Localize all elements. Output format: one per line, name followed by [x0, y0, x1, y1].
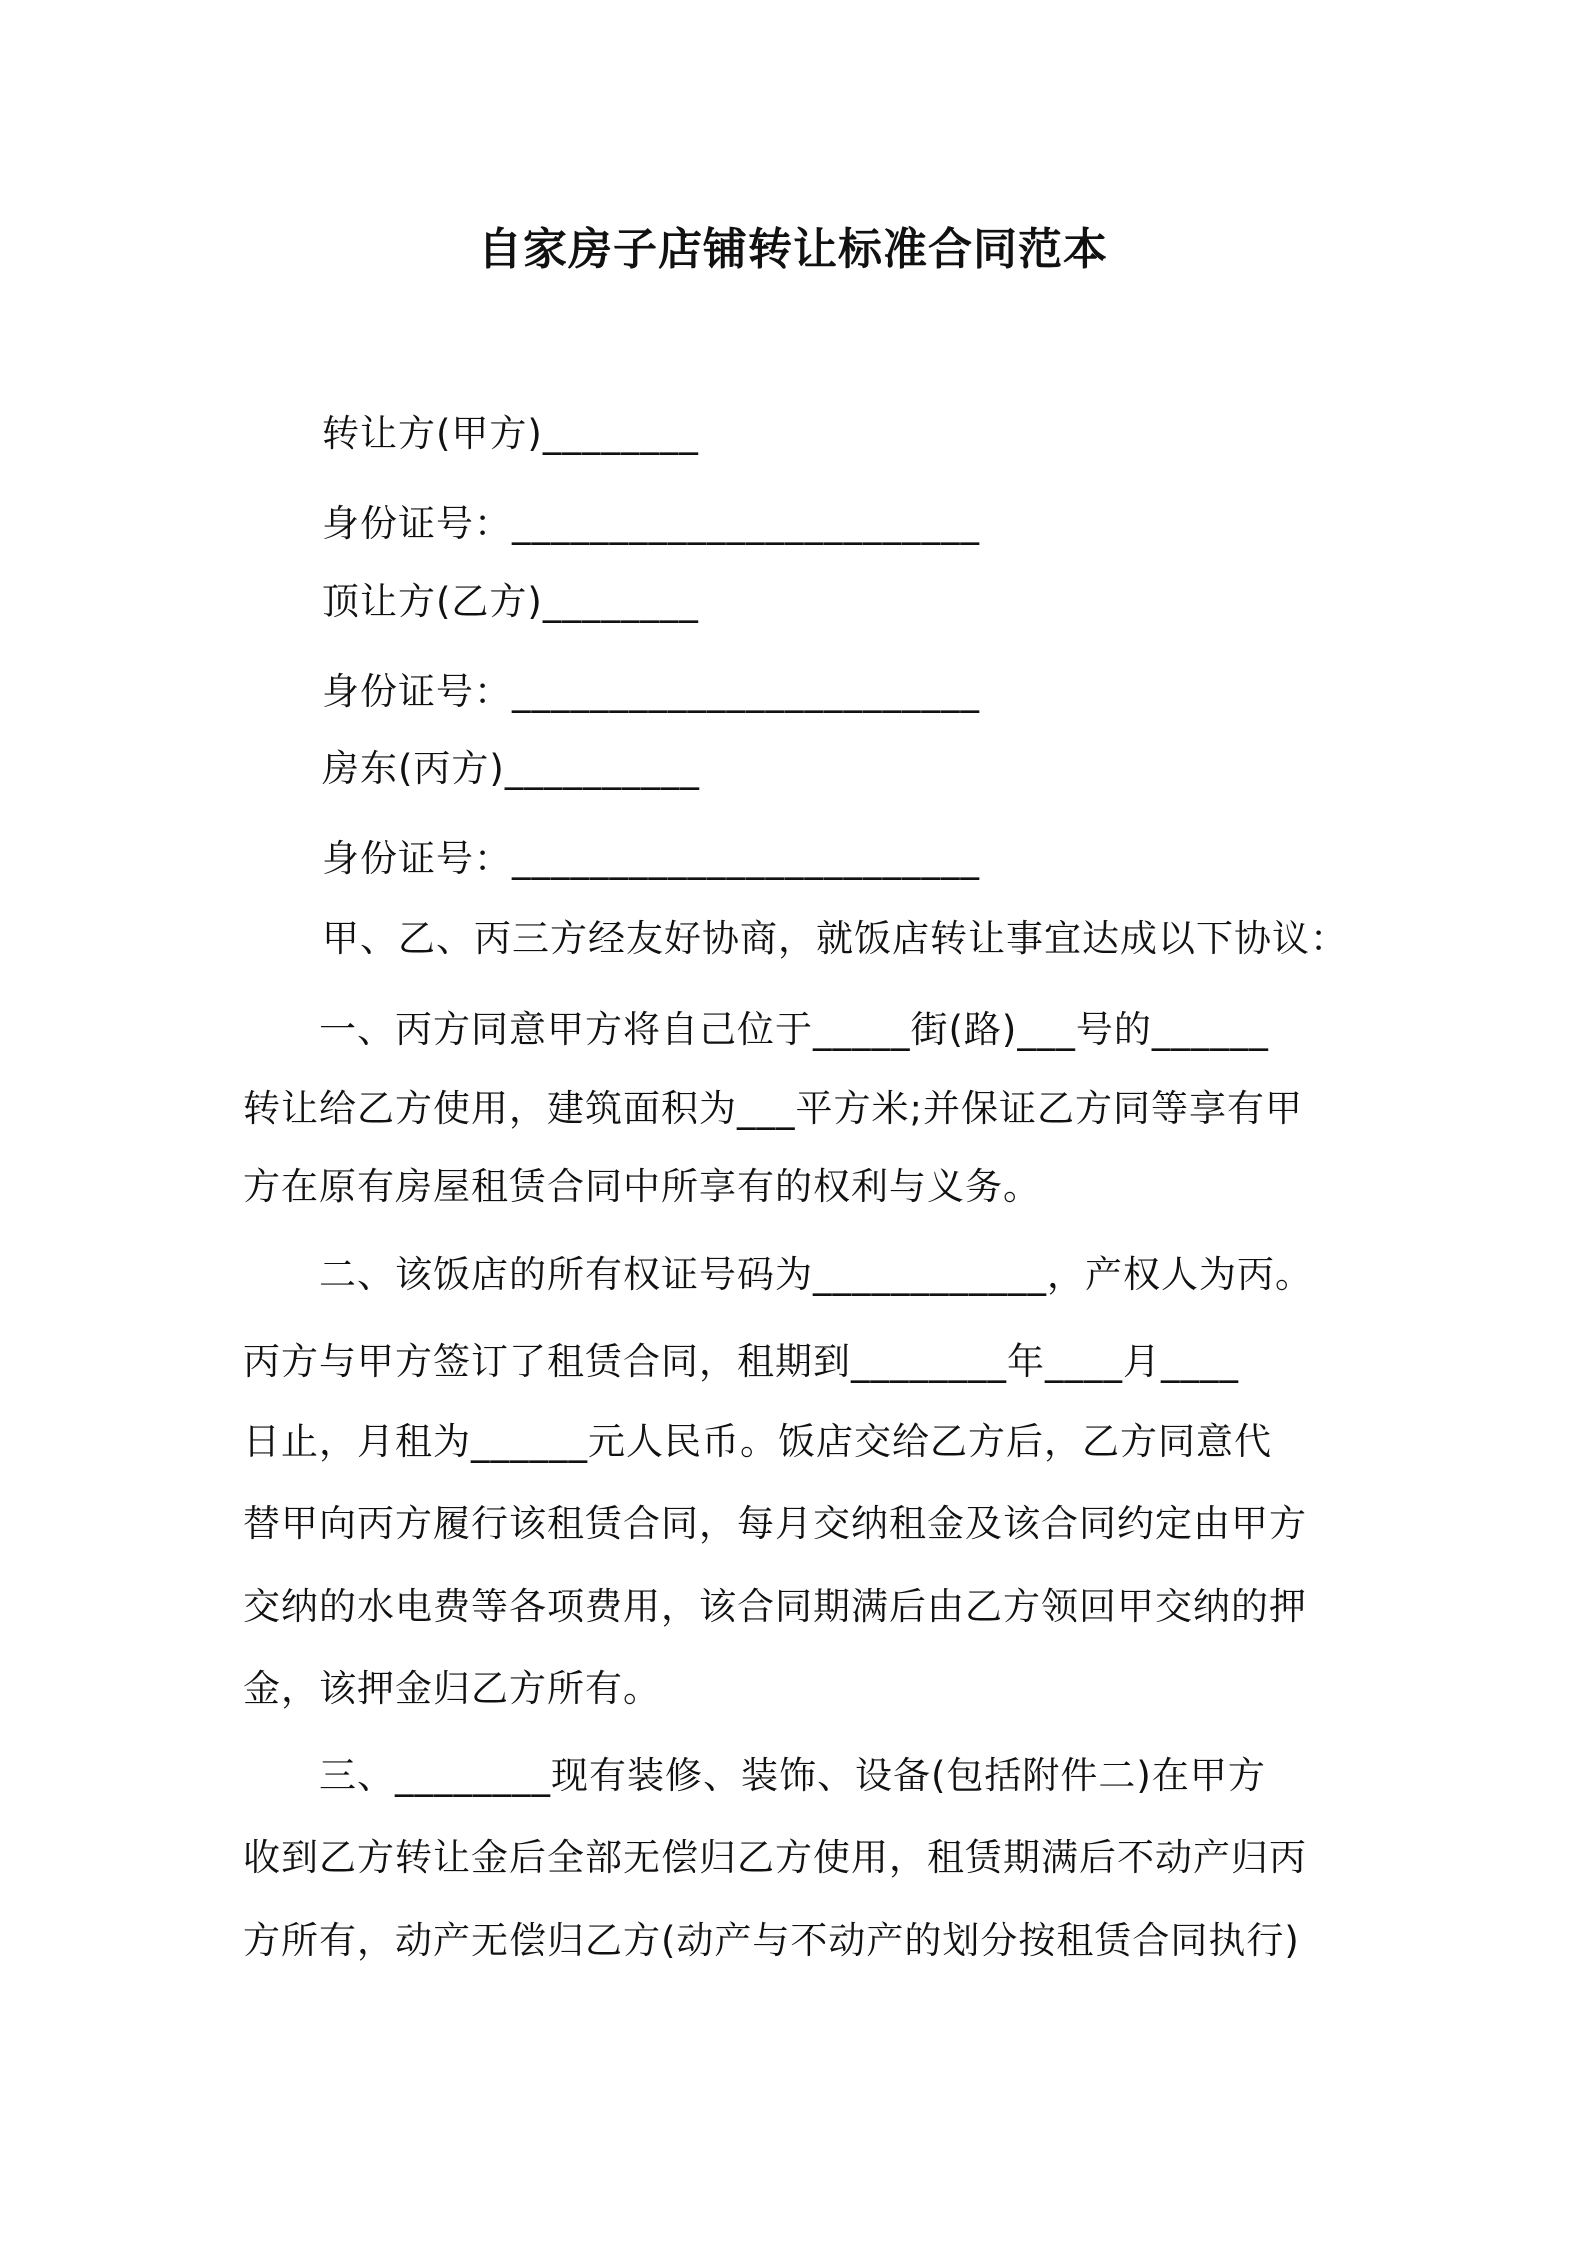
clause-2-line-4: 替甲向丙方履行该租赁合同，每月交纳租金及该合同约定由甲方	[243, 1502, 1307, 1545]
agreement-intro: 甲、乙、丙三方经友好协商，就饭店转让事宜达成以下协议：	[322, 917, 1348, 960]
party-b-id-number-field: 身份证号：________________________	[322, 670, 980, 713]
clause-2-line-1: 二、该饭店的所有权证号码为____________，产权人为丙。	[243, 1253, 1313, 1296]
transferee-party-b-field: 顶让方(乙方)________	[322, 580, 699, 623]
clause-1-line-3: 方在原有房屋租赁合同中所享有的权利与义务。	[243, 1165, 1041, 1208]
party-c-id-number-field: 身份证号：________________________	[322, 837, 980, 880]
transferor-party-a-field: 转让方(甲方)________	[322, 412, 699, 455]
document-title: 自家房子店铺转让标准合同范本	[478, 224, 1108, 275]
landlord-party-c-field: 房东(丙方)__________	[322, 747, 700, 790]
clause-2-line-6: 金，该押金归乙方所有。	[243, 1667, 661, 1710]
clause-3-line-2: 收到乙方转让金后全部无偿归乙方使用，租赁期满后不动产归丙	[243, 1836, 1307, 1879]
party-a-id-number-field: 身份证号：________________________	[322, 502, 980, 545]
clause-2-line-3: 日止，月租为______元人民币。饭店交给乙方后，乙方同意代	[243, 1420, 1272, 1463]
clause-2-line-2: 丙方与甲方签订了租赁合同，租期到________年____月____	[243, 1340, 1239, 1383]
clause-1-line-1: 一、丙方同意甲方将自己位于_____街(路)___号的______	[243, 1008, 1269, 1051]
clause-3-line-3: 方所有，动产无偿归乙方(动产与不动产的划分按租赁合同执行)	[243, 1919, 1300, 1962]
clause-3-line-1: 三、________现有装修、装饰、设备(包括附件二)在甲方	[243, 1754, 1266, 1797]
clause-2-line-5: 交纳的水电费等各项费用，该合同期满后由乙方领回甲交纳的押	[243, 1585, 1307, 1628]
clause-1-line-2: 转让给乙方使用，建筑面积为___平方米;并保证乙方同等享有甲	[243, 1087, 1303, 1130]
